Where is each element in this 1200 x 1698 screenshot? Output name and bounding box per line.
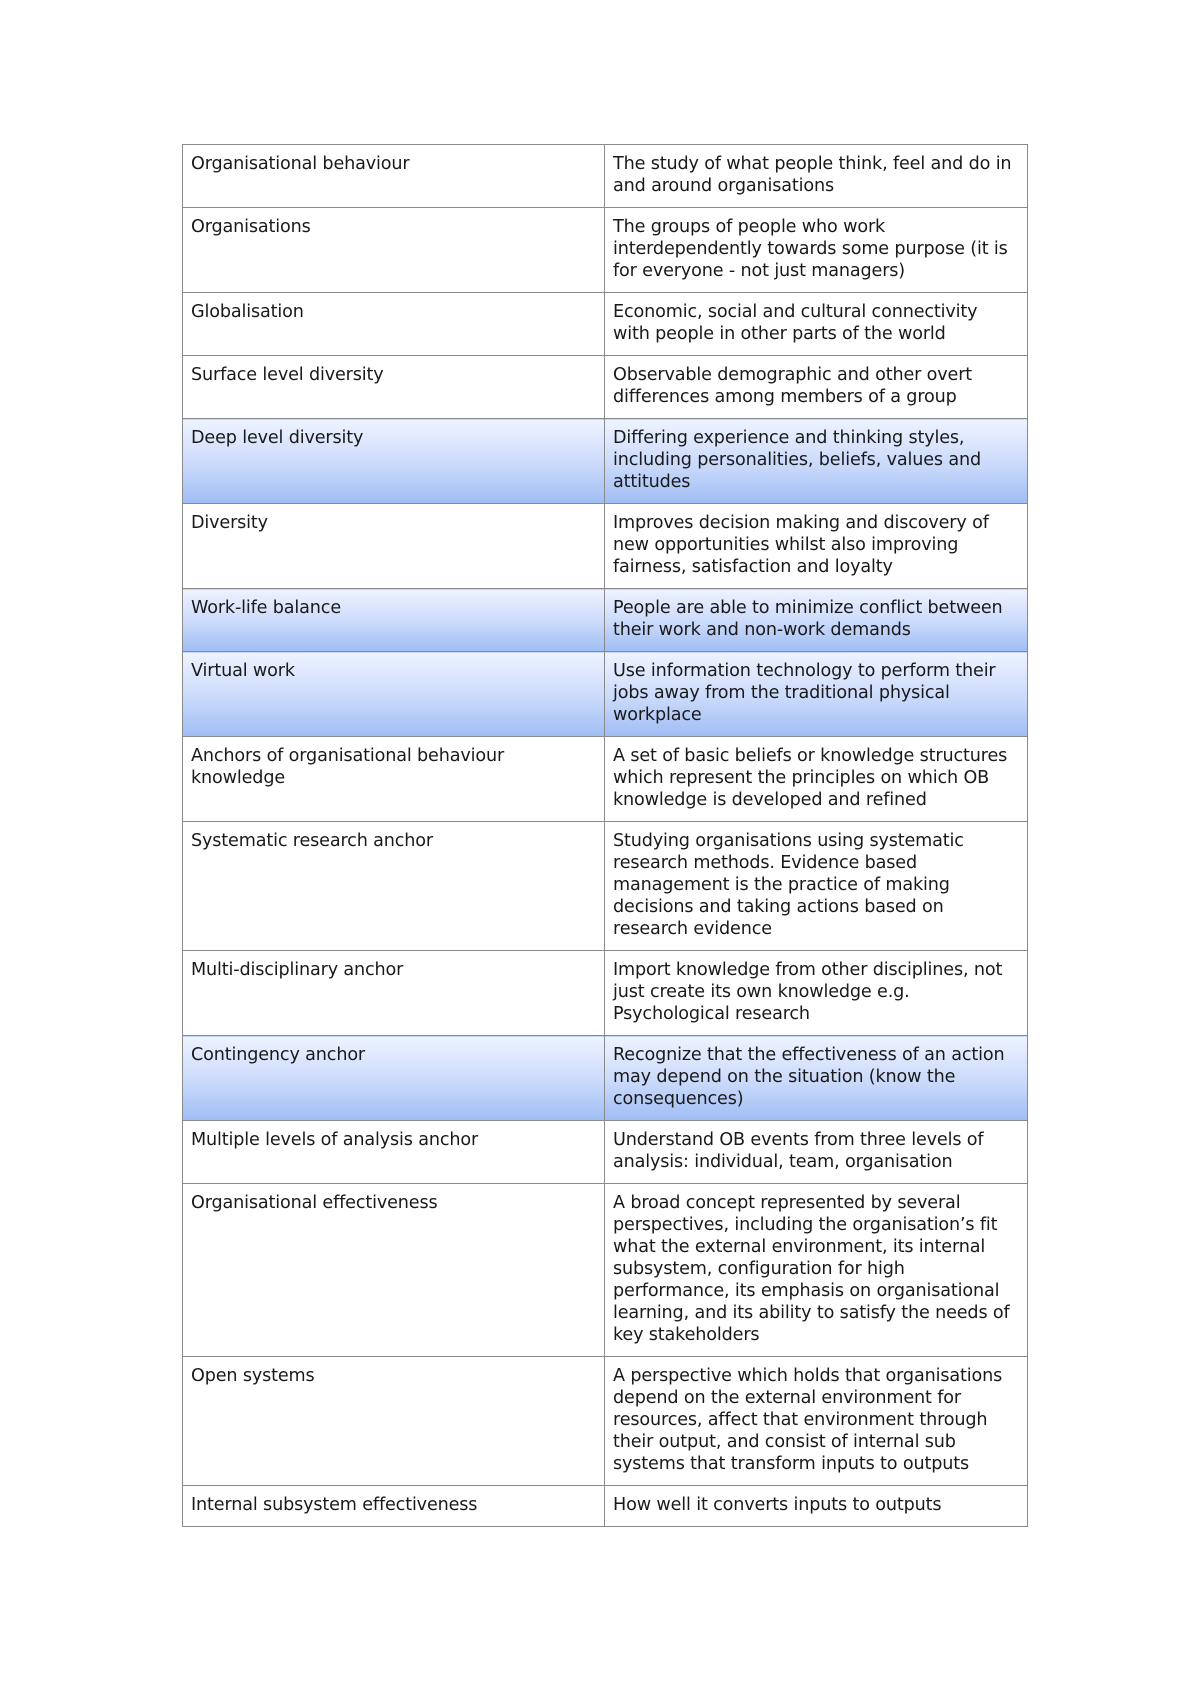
term-cell: Diversity [183,504,605,589]
definition-cell: Observable demographic and other overt differences among members of a group [605,356,1028,419]
term-cell: Globalisation [183,293,605,356]
table-row [183,419,1028,504]
definition-cell: Studying organisations using systematic research methods. Evidence based management is the practice of making decisions and taking actions based on research evidence [605,822,1028,951]
table-row [183,589,1028,652]
definition-cell: Recognize that the effectiveness of an action may depend on the situation (know the consequences) [605,1036,1028,1121]
definition-cell: A broad concept represented by several perspectives, including the organisation’s fit what the external environment, its internal subsystem, configuration for high performance, its emphasis on organisational learning, and its ability to satisfy the needs of key stakeholders [605,1184,1028,1357]
definition-cell: Economic, social and cultural connectivity with people in other parts of the world [605,293,1028,356]
table-row [183,145,1028,208]
term-cell: Virtual work [183,652,605,737]
term-cell: Work-life balance [183,589,605,652]
term-cell: Anchors of organisational behaviour knowledge [183,737,605,822]
definition-cell: The groups of people who work interdependently towards some purpose (it is for everyone - not just managers) [605,208,1028,293]
term-cell: Surface level diversity [183,356,605,419]
table-row [183,951,1028,1036]
term-cell: Organisations [183,208,605,293]
table-row [183,356,1028,419]
term-cell: Organisational effectiveness [183,1184,605,1357]
definition-cell: Understand OB events from three levels of analysis: individual, team, organisation [605,1121,1028,1184]
glossary-table [182,144,1028,1527]
table-row [183,293,1028,356]
table-row [183,737,1028,822]
table-row [183,1121,1028,1184]
definition-cell: Differing experience and thinking styles, including personalities, beliefs, values and attitudes [605,419,1028,504]
term-cell: Deep level diversity [183,419,605,504]
table-row [183,1036,1028,1121]
table-row [183,652,1028,737]
definition-cell: Import knowledge from other disciplines, not just create its own knowledge e.g. Psychological research [605,951,1028,1036]
definition-cell: How well it converts inputs to outputs [605,1486,1028,1527]
term-cell: Multi-disciplinary anchor [183,951,605,1036]
term-cell: Contingency anchor [183,1036,605,1121]
table-row [183,208,1028,293]
table-row [183,1486,1028,1527]
term-cell: Systematic research anchor [183,822,605,951]
term-cell: Multiple levels of analysis anchor [183,1121,605,1184]
definition-cell: Improves decision making and discovery of new opportunities whilst also improving fairness, satisfaction and loyalty [605,504,1028,589]
table-row [183,822,1028,951]
definition-cell: The study of what people think, feel and do in and around organisations [605,145,1028,208]
term-cell: Internal subsystem effectiveness [183,1486,605,1527]
glossary-body [183,145,1028,1527]
definition-cell: Use information technology to perform their jobs away from the traditional physical workplace [605,652,1028,737]
table-row [183,504,1028,589]
term-cell: Open systems [183,1357,605,1486]
definition-cell: A set of basic beliefs or knowledge structures which represent the principles on which OB knowledge is developed and refined [605,737,1028,822]
term-cell: Organisational behaviour [183,145,605,208]
definition-cell: People are able to minimize conflict between their work and non-work demands [605,589,1028,652]
table-row [183,1184,1028,1357]
definition-cell: A perspective which holds that organisations depend on the external environment for resources, affect that environment through their output, and consist of internal sub systems that transform inputs to outputs [605,1357,1028,1486]
table-row [183,1357,1028,1486]
